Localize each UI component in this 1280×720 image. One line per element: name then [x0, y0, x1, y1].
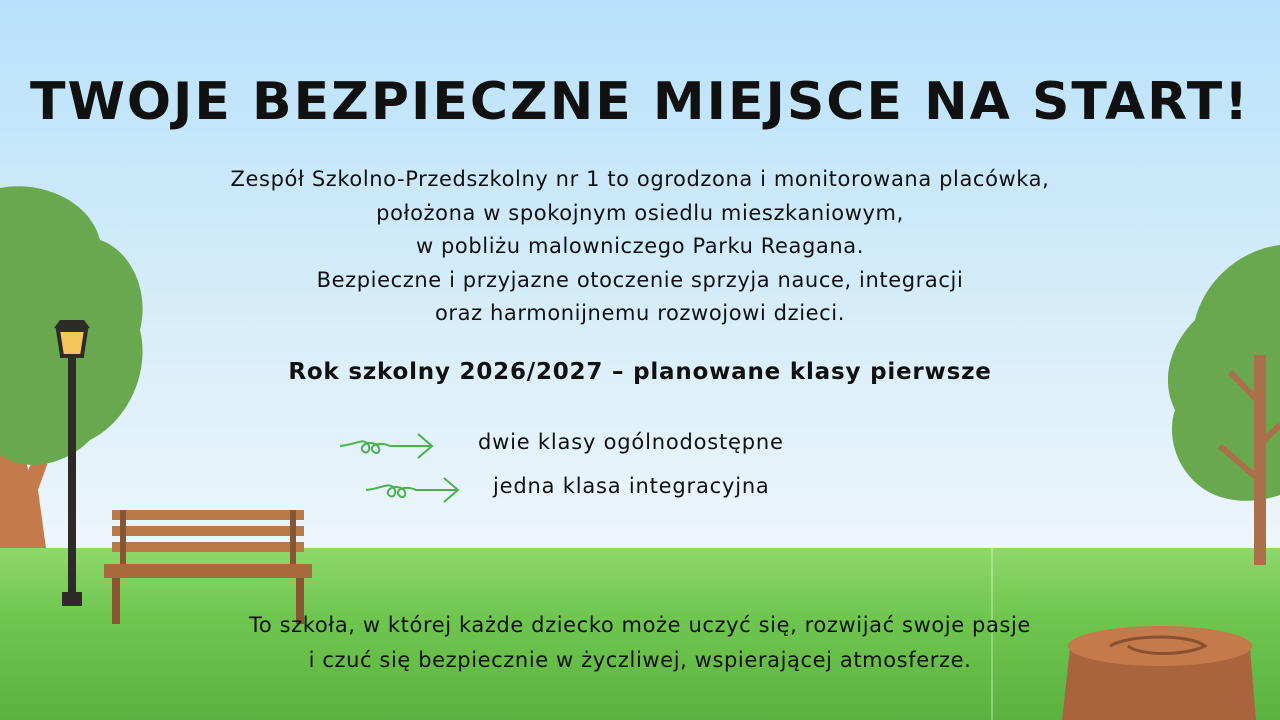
closing-line: i czuć się bezpiecznie w życzliwej, wspierającej atmosferze. [308, 648, 972, 672]
intro-line: Zespół Szkolno-Przedszkolny nr 1 to ogrodzona i monitorowana placówka, [230, 167, 1050, 191]
class-item: dwie klasy ogólnodostępne [478, 430, 784, 454]
school-year-heading: Rok szkolny 2026/2027 – planowane klasy pierwsze [288, 359, 992, 385]
intro-line: Bezpieczne i przyjazne otoczenie sprzyja nauce, integracji [316, 267, 964, 292]
closing-line: To szkoła, w której każde dziecko może uczyć się, rozwijać swoje pasje [249, 613, 1031, 637]
intro-line: położona w spokojnym osiedlu mieszkaniowym, [376, 200, 904, 225]
closing-paragraph [150, 608, 1130, 678]
tree-right-icon [1168, 245, 1280, 565]
intro-paragraph [140, 163, 1140, 331]
bench-icon [104, 510, 312, 624]
intro-line: w pobliżu malowniczego Parku Reagana. [415, 234, 865, 258]
intro-line: oraz harmonijnemu rozwojowi dzieci. [434, 301, 846, 325]
page-title: TWOJE BEZPIECZNE MIEJSCE NA START! [30, 72, 1250, 132]
arrow-icon [338, 428, 438, 462]
arrow-icon [364, 472, 464, 506]
class-item: jedna klasa integracyjna [493, 474, 770, 498]
